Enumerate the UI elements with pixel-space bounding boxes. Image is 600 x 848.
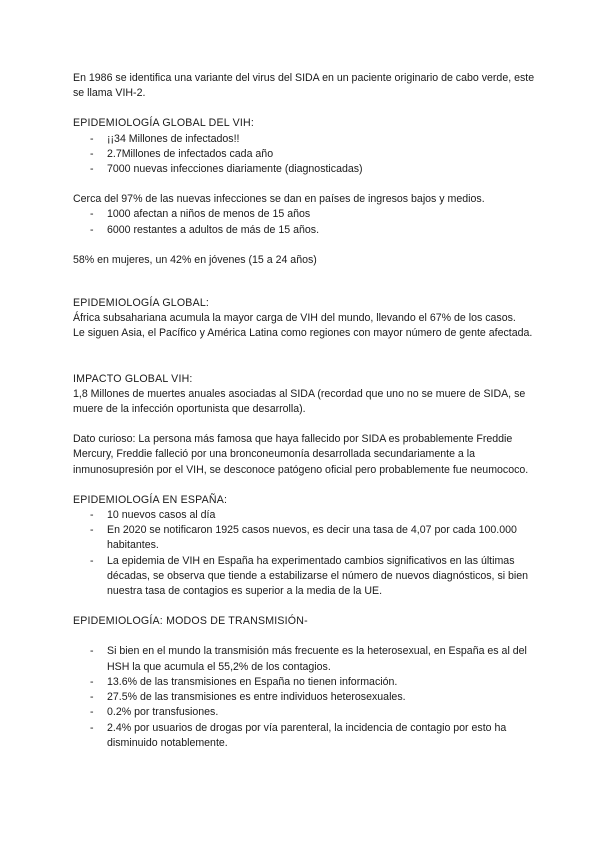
spacer [73, 268, 543, 296]
fun-fact-paragraph: Dato curioso: La persona más famosa que haya fallecido por SIDA es probablemente Freddie Mercury, Freddie falleció por una bronconeumonía desarrollada secundariamente a la inmunosupresión por el VIH, se desconoce patógeno oficial pero probablemente fue neumococo. [73, 433, 529, 476]
spain-stats-list [73, 508, 543, 599]
infected-stats-list [73, 132, 543, 178]
list-item: - 1000 afectan a niños de menos de 15 años [73, 207, 543, 222]
list-item: - ¡¡34 Millones de infectados!! [73, 132, 543, 147]
gender-age-note: 58% en mujeres, un 42% en jóvenes (15 a 24 años) [73, 253, 317, 266]
list-item: - La epidemia de VIH en España ha experimentado cambios significativos en las últimas décadas, se observa que tiende a estabilizarse el número de nuevos diagnósticos, si bien nuestra tasa de contagios es superior a la media de la UE. [73, 554, 543, 600]
income-countries-paragraph: Cerca del 97% de las nuevas infecciones se dan en países de ingresos bajos y medios. [73, 193, 485, 206]
list-item: - 27.5% de las transmisiones es entre individuos heterosexuales. [73, 690, 543, 705]
spacer [73, 478, 543, 493]
section-heading-spain: EPIDEMIOLOGÍA EN ESPAÑA: [73, 493, 228, 506]
spacer [73, 629, 543, 644]
list-item: - 6000 restantes a adultos de más de 15 años. [73, 223, 543, 238]
deaths-paragraph: 1,8 Millones de muertes anuales asociadas al SIDA (recordad que uno no se muere de SIDA, se muere de la infección oportunista que desarrolla). [73, 387, 526, 416]
list-item: - 0.2% por transfusiones. [73, 705, 543, 720]
transmission-modes-list [73, 644, 543, 750]
list-item: - 2.7Millones de infectados cada año [73, 147, 543, 162]
document-page [73, 71, 543, 751]
spacer [73, 177, 543, 192]
section-heading-global-vih: EPIDEMIOLOGÍA GLOBAL DEL VIH: [73, 117, 255, 130]
spacer [73, 599, 543, 614]
spacer [73, 342, 543, 372]
section-heading-transmission: EPIDEMIOLOGÍA: MODOS DE TRANSMISIÓN- [73, 615, 308, 628]
age-distribution-list [73, 207, 543, 237]
intro-paragraph: En 1986 se identifica una variante del virus del SIDA en un paciente originario de cabo verde, este se llama VIH-2. [73, 72, 535, 100]
section-heading-global: EPIDEMIOLOGÍA GLOBAL: [73, 297, 210, 310]
spacer [73, 417, 543, 432]
list-item: - En 2020 se notificaron 1925 casos nuevos, es decir una tasa de 4,07 por cada 100.000 habitantes. [73, 523, 543, 553]
section-heading-impact: IMPACTO GLOBAL VIH: [73, 372, 193, 385]
list-item: - 10 nuevos casos al día [73, 508, 543, 523]
africa-paragraph: África subsahariana acumula la mayor carga de VIH del mundo, llevando el 67% de los casos. [73, 312, 516, 325]
spacer [73, 238, 543, 253]
list-item: - 2.4% por usuarios de drogas por vía parenteral, la incidencia de contagio por esto ha disminuido notablemente. [73, 721, 543, 751]
list-item: - 7000 nuevas infecciones diariamente (diagnosticadas) [73, 162, 543, 177]
regions-paragraph: Le siguen Asia, el Pacífico y América Latina como regiones con mayor número de gente afectada. [73, 327, 533, 340]
spacer [73, 101, 543, 116]
list-item: - Si bien en el mundo la transmisión más frecuente es la heterosexual, en España es al del HSH la que acumula el 55,2% de los contagios. [73, 644, 543, 674]
list-item: - 13.6% de las transmisiones en España no tienen información. [73, 675, 543, 690]
